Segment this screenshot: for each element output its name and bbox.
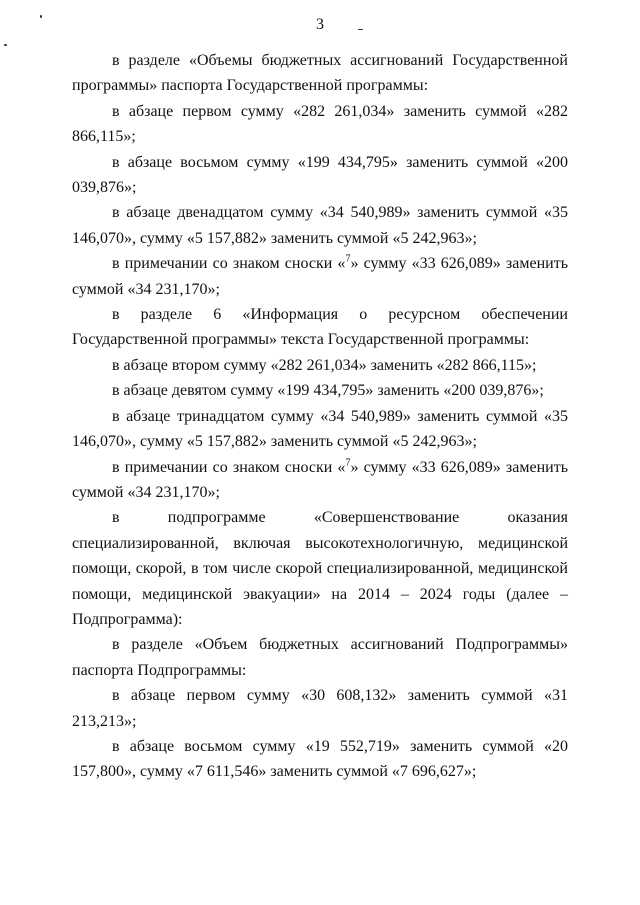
paragraph-twelfth-abzac: в абзаце двенадцатом сумму «34 540,989» заменить суммой «35 146,070», сумму «5 157,882» заменить суммой «5 242,963»; [72, 204, 568, 247]
footnote-note-after: » сумму «33 626,089» заменить суммой «34 231,170»; [72, 255, 568, 298]
footnote-note-after: » сумму «33 626,089» заменить суммой «34 231,170»; [72, 458, 568, 501]
footnote-mark: 7 [345, 457, 351, 469]
document-body [72, 48, 568, 785]
paragraph-budget-section-header: в разделе «Объемы бюджетных ассигнований Государственной программы» паспорта Государственной программы: [72, 52, 568, 95]
paragraph-subprogram-first-abzac: в абзаце первом сумму «30 608,132» заменить суммой «31 213,213»; [72, 687, 568, 730]
footnote-note-before: в примечании со знаком сноски « [112, 255, 346, 273]
paragraph-section-6-header: в разделе 6 «Информация о ресурсном обеспечении Государственной программы» текста Государственной программы: [72, 306, 568, 349]
scan-artifact-mark [4, 44, 7, 46]
scan-artifact-mark [358, 29, 363, 30]
paragraph-footnote-note-2 [72, 455, 568, 506]
paragraph-first-abzac: в абзаце первом сумму «282 261,034» заменить суммой «282 866,115»; [72, 102, 568, 146]
footnote-note-before: в примечании со знаком сноски « [112, 458, 346, 476]
paragraph-subprogram-budget-section: в разделе «Объем бюджетных ассигнований Подпрограммы» паспорта Подпрограммы: [72, 636, 568, 679]
paragraph-eighth-abzac: в абзаце восьмом сумму «199 434,795» заменить суммой «200 039,876»; [72, 153, 568, 197]
page-number: 3 [316, 16, 324, 33]
paragraph-thirteenth-abzac: в абзаце тринадцатом сумму «34 540,989» заменить суммой «35 146,070», сумму «5 157,882» заменить суммой «5 242,963»; [72, 407, 568, 451]
paragraph-subprogram-header: в подпрограмме «Совершенствование оказания специализированной, включая высокотехнологичную, медицинской помощи, скорой, в том числе скорой специализированной, медицинской помощи, медицинской эвакуации» на 2014 – 2024 годы (далее – Подпрограмма): [72, 509, 568, 628]
footnote-mark: 7 [345, 253, 351, 265]
paragraph-subprogram-eighth-abzac: в абзаце восьмом сумму «19 552,719» заменить суммой «20 157,800», сумму «7 611,546» заменить суммой «7 696,627»; [72, 737, 568, 781]
paragraph-second-abzac: в абзаце втором сумму «282 261,034» заменить «282 866,115»; [112, 356, 537, 374]
paragraph-ninth-abzac: в абзаце девятом сумму «199 434,795» заменить «200 039,876»; [112, 382, 544, 400]
scan-artifact-mark [40, 15, 42, 18]
paragraph-footnote-note [72, 251, 568, 302]
